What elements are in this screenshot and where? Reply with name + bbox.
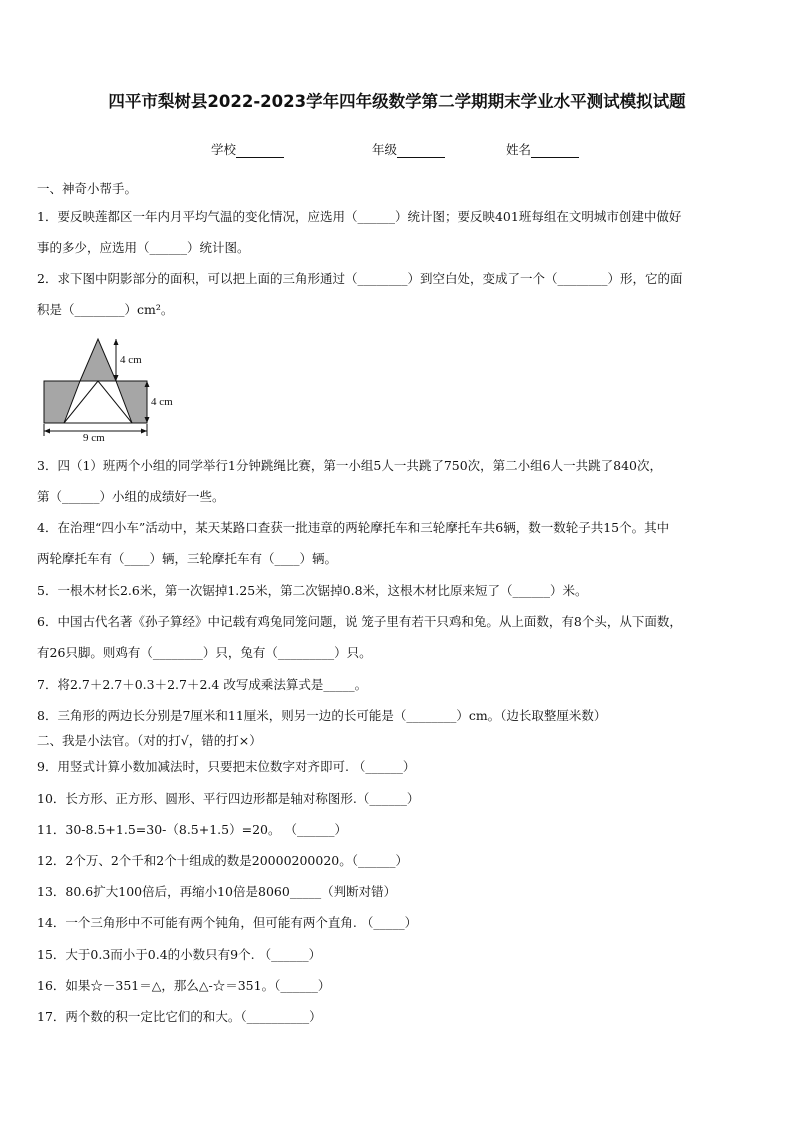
name-label: 姓名: [506, 142, 532, 157]
question-16: 16．如果☆－351＝△，那么△-☆＝351。（______）: [37, 978, 331, 993]
question-7: 7．将2.7＋2.7＋0.3＋2.7＋2.4 改写成乘法算式是_____。: [37, 677, 368, 692]
top-height-label: 4 cm: [120, 354, 142, 366]
question-5: 5．一根木材长2.6米，第一次锯掉1.25米，第二次锯掉0.8米，这根木材比原来短了（______）米。: [37, 583, 588, 598]
question-2-line-2: 积是（________）cm²。: [37, 302, 174, 317]
top-triangle: [80, 339, 116, 381]
question-15: 15．大于0.3而小于0.4的小数只有9个. （______）: [37, 947, 322, 962]
question-2-line-1: 2．求下图中阴影部分的面积，可以把上面的三角形通过（________）到空白处，变成了一个（________）形，它的面: [37, 271, 683, 286]
question-4-line-1: 4．在治理“四小车”活动中，某天某路口查获一批违章的两轮摩托车和三轮摩托车共6辆，数一数轮子共15个。其中: [37, 520, 670, 535]
question-8: 8．三角形的两边长分别是7厘米和11厘米，则另一边的长可能是（________）cm。（边长取整厘米数）: [37, 708, 607, 723]
question-13: 13．80.6扩大100倍后，再缩小10倍是8060_____（判断对错）: [37, 884, 397, 899]
base-label: 9 cm: [83, 432, 105, 444]
shaded-area-figure: [38, 332, 198, 446]
question-6-line-2: 有26只脚。则鸡有（________）只，兔有（_________）只。: [37, 645, 372, 660]
question-4-line-2: 两轮摩托车有（____）辆，三轮摩托车有（____）辆。: [37, 551, 338, 566]
base-arrow-left: [44, 429, 50, 434]
question-6-line-1: 6．中国古代名著《孙子算经》中记载有鸡兔同笼问题，说 笼子里有若干只鸡和兔。从上面数，有8个头，从下面数，: [37, 614, 682, 629]
question-11: 11．30-8.5+1.5=30-（8.5+1.5）=20。 （______）: [37, 822, 347, 837]
base-arrow-right: [141, 429, 147, 434]
question-3-line-1: 3．四（1）班两个小组的同学举行1分钟跳绳比赛，第一小组5人一共跳了750次，第二小组6人一共跳了840次，: [37, 458, 662, 473]
question-10: 10．长方形、正方形、圆形、平行四边形都是轴对称图形.（______）: [37, 791, 420, 806]
question-1-line-1: 1．要反映莲都区一年内月平均气温的变化情况，应选用（______）统计图；要反映401班每组在文明城市创建中做好: [37, 209, 682, 224]
question-1-line-2: 事的多少，应选用（______）统计图。: [37, 240, 250, 255]
question-12: 12．2个万、2个千和2个十组成的数是20000200020。（______）: [37, 853, 408, 868]
question-9: 9．用竖式计算小数加减法时，只要把末位数字对齐即可. （______）: [37, 759, 416, 774]
grade-blank[interactable]: [397, 143, 445, 158]
school-blank[interactable]: [236, 143, 284, 158]
question-3-line-2: 第（______）小组的成绩好一些。: [37, 489, 225, 504]
right-height-label: 4 cm: [151, 396, 173, 408]
grade-field[interactable]: [372, 140, 445, 160]
school-field[interactable]: [211, 140, 284, 160]
section-1-heading: 一、神奇小帮手。: [37, 181, 138, 196]
name-field[interactable]: [506, 140, 579, 160]
question-14: 14．一个三角形中不可能有两个钝角，但可能有两个直角. （_____）: [37, 915, 418, 930]
top-height-arrow-up: [114, 339, 119, 345]
school-label: 学校: [211, 142, 237, 157]
question-17: 17．两个数的积一定比它们的和大。（__________）: [37, 1009, 322, 1024]
grade-label: 年级: [372, 142, 398, 157]
page-title: 四平市梨树县2022-2023学年四年级数学第二学期期末学业水平测试模拟试题: [108, 92, 686, 111]
section-2-heading: 二、我是小法官。（对的打√，错的打×）: [37, 733, 262, 748]
name-blank[interactable]: [531, 143, 579, 158]
